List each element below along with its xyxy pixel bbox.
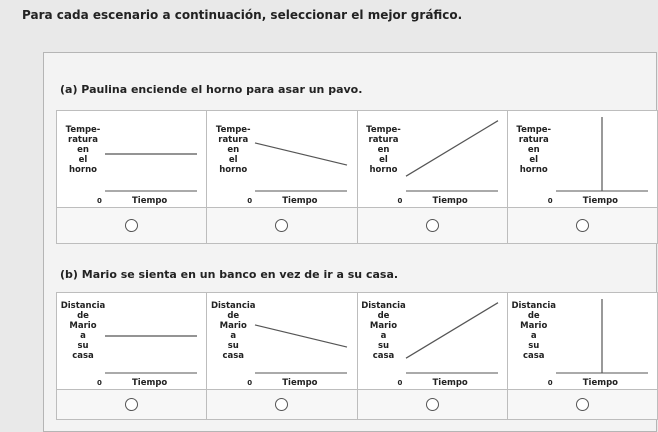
scenario-b-graph-grid [56, 292, 658, 390]
series-line-decreasing [255, 325, 347, 347]
y-axis-label-line: el [529, 155, 539, 165]
y-axis-label [360, 125, 408, 175]
y-axis-label-line: su [77, 341, 89, 351]
scenario-b-graph-4 [508, 293, 657, 389]
radio-cell [358, 390, 508, 419]
origin-label: 0 [547, 197, 553, 205]
x-axis-label: Tiempo [432, 378, 468, 388]
scenario-b-option-2-radio[interactable] [275, 398, 288, 411]
radio-cell [207, 208, 357, 243]
y-axis-label [59, 125, 107, 175]
y-axis-label-line: de [227, 311, 240, 321]
mini-chart [255, 299, 347, 373]
x-axis-label: Tiempo [582, 378, 619, 388]
y-axis-label-line: de [527, 311, 540, 321]
origin-label: 0 [547, 379, 553, 387]
y-axis-label [510, 125, 558, 175]
y-axis-label-line: el [228, 155, 238, 165]
y-axis-label-line: Tempe- [215, 125, 251, 135]
radio-cell [508, 208, 657, 243]
x-axis-label: Tiempo [132, 196, 168, 206]
y-axis-label-line: casa [222, 351, 245, 361]
radio-cell [358, 208, 508, 243]
y-axis-label-line: horno [519, 165, 548, 175]
scenario-a-graph-3 [358, 111, 508, 207]
y-axis-label-line: el [379, 155, 388, 165]
radio-cell [57, 208, 207, 243]
scenario-b-option-3-radio[interactable] [426, 398, 439, 411]
scenario-b-graph-1 [57, 293, 207, 389]
y-axis-label-line: casa [372, 351, 395, 361]
origin-label: 0 [247, 379, 253, 387]
y-axis-label-line: horno [69, 165, 97, 175]
y-axis-label-line: ratura [518, 135, 549, 145]
y-axis-label-line: ratura [68, 135, 98, 145]
y-axis-label-line: en [527, 145, 540, 155]
y-axis-label-line: Mario [520, 321, 548, 331]
x-axis-label: Tiempo [582, 196, 619, 206]
y-axis-label-line: horno [369, 165, 398, 175]
series-line-increasing [406, 303, 498, 359]
y-axis-label-line: Tempe- [516, 125, 552, 135]
mini-chart [105, 299, 197, 373]
y-axis-label-line: a [530, 331, 537, 341]
y-axis-label-line: en [377, 145, 390, 155]
y-axis-label-line: Tempe- [366, 125, 401, 135]
y-axis-label-line: casa [522, 351, 545, 361]
radio-cell [207, 390, 357, 419]
origin-label: 0 [97, 197, 102, 205]
y-axis-label-line: su [227, 341, 239, 351]
mini-chart [105, 117, 197, 191]
scenario-a-graph-2 [207, 111, 357, 207]
y-axis-label-line: el [78, 155, 88, 165]
x-axis-label: Tiempo [282, 196, 318, 206]
y-axis-label-line: Distancia [60, 301, 106, 311]
y-axis-label-line: a [80, 331, 86, 341]
origin-label: 0 [97, 379, 102, 387]
x-axis-label: Tiempo [432, 196, 468, 206]
y-axis-label-line: su [528, 341, 540, 351]
mini-chart [406, 117, 498, 191]
origin-label: 0 [397, 197, 403, 205]
y-axis-label-line: Distancia [361, 301, 406, 311]
y-axis-label-line: en [227, 145, 240, 155]
y-axis-label [209, 125, 257, 175]
scenario-a-graph-1 [57, 111, 207, 207]
y-axis-label-line: casa [72, 351, 94, 361]
y-axis-label-line: de [377, 311, 390, 321]
scenario-a-graph-grid [56, 110, 658, 208]
scenario-a-option-2-radio[interactable] [275, 219, 288, 232]
y-axis-label [209, 301, 257, 361]
y-axis-label-line: horno [219, 165, 248, 175]
mini-chart [556, 299, 648, 373]
y-axis-label-line: ratura [368, 135, 399, 145]
instructions-text: Para cada escenario a continuación, seleccionar el mejor gráfico. [22, 8, 463, 22]
mini-chart [406, 299, 498, 373]
y-axis-label [59, 301, 107, 361]
radio-cell [57, 390, 207, 419]
scenario-a-option-1-radio[interactable] [125, 219, 138, 232]
x-axis-label: Tiempo [132, 378, 168, 388]
scenario-b-graph-2 [207, 293, 357, 389]
mini-chart [255, 117, 347, 191]
y-axis-label-line: Distancia [210, 301, 256, 311]
x-axis-label: Tiempo [282, 378, 318, 388]
y-axis-label-line: ratura [218, 135, 249, 145]
mini-chart [556, 117, 648, 191]
y-axis-label-line: Distancia [511, 301, 557, 311]
radio-cell [508, 390, 657, 419]
y-axis-label [360, 301, 408, 361]
series-line-increasing [406, 121, 498, 177]
y-axis-label [510, 301, 558, 361]
scenario-a-radio-row [56, 208, 658, 244]
scenario-b-title: (b) Mario se sienta en un banco en vez de ir a su casa. [60, 268, 399, 281]
scenario-a-option-3-radio[interactable] [426, 219, 439, 232]
scenario-b-option-4-radio[interactable] [576, 398, 589, 411]
scenario-b-radio-row [56, 390, 658, 420]
y-axis-label-line: en [77, 145, 89, 155]
y-axis-label-line: Mario [219, 321, 247, 331]
scenario-a-graph-4 [508, 111, 657, 207]
origin-label: 0 [397, 379, 403, 387]
y-axis-label-line: a [230, 331, 237, 341]
scenario-b-option-1-radio[interactable] [125, 398, 138, 411]
y-axis-label-line: Mario [69, 321, 97, 331]
y-axis-label-line: Mario [369, 321, 398, 331]
series-line-decreasing [255, 143, 347, 165]
scenario-a-title: (a) Paulina enciende el horno para asar un pavo. [60, 83, 363, 96]
y-axis-label-line: de [77, 311, 89, 321]
origin-label: 0 [247, 197, 253, 205]
y-axis-label-line: su [377, 341, 390, 351]
scenario-a-option-4-radio[interactable] [576, 219, 589, 232]
y-axis-label-line: Tempe- [65, 125, 101, 135]
scenario-b-graph-3 [358, 293, 508, 389]
y-axis-label-line: a [380, 331, 387, 341]
